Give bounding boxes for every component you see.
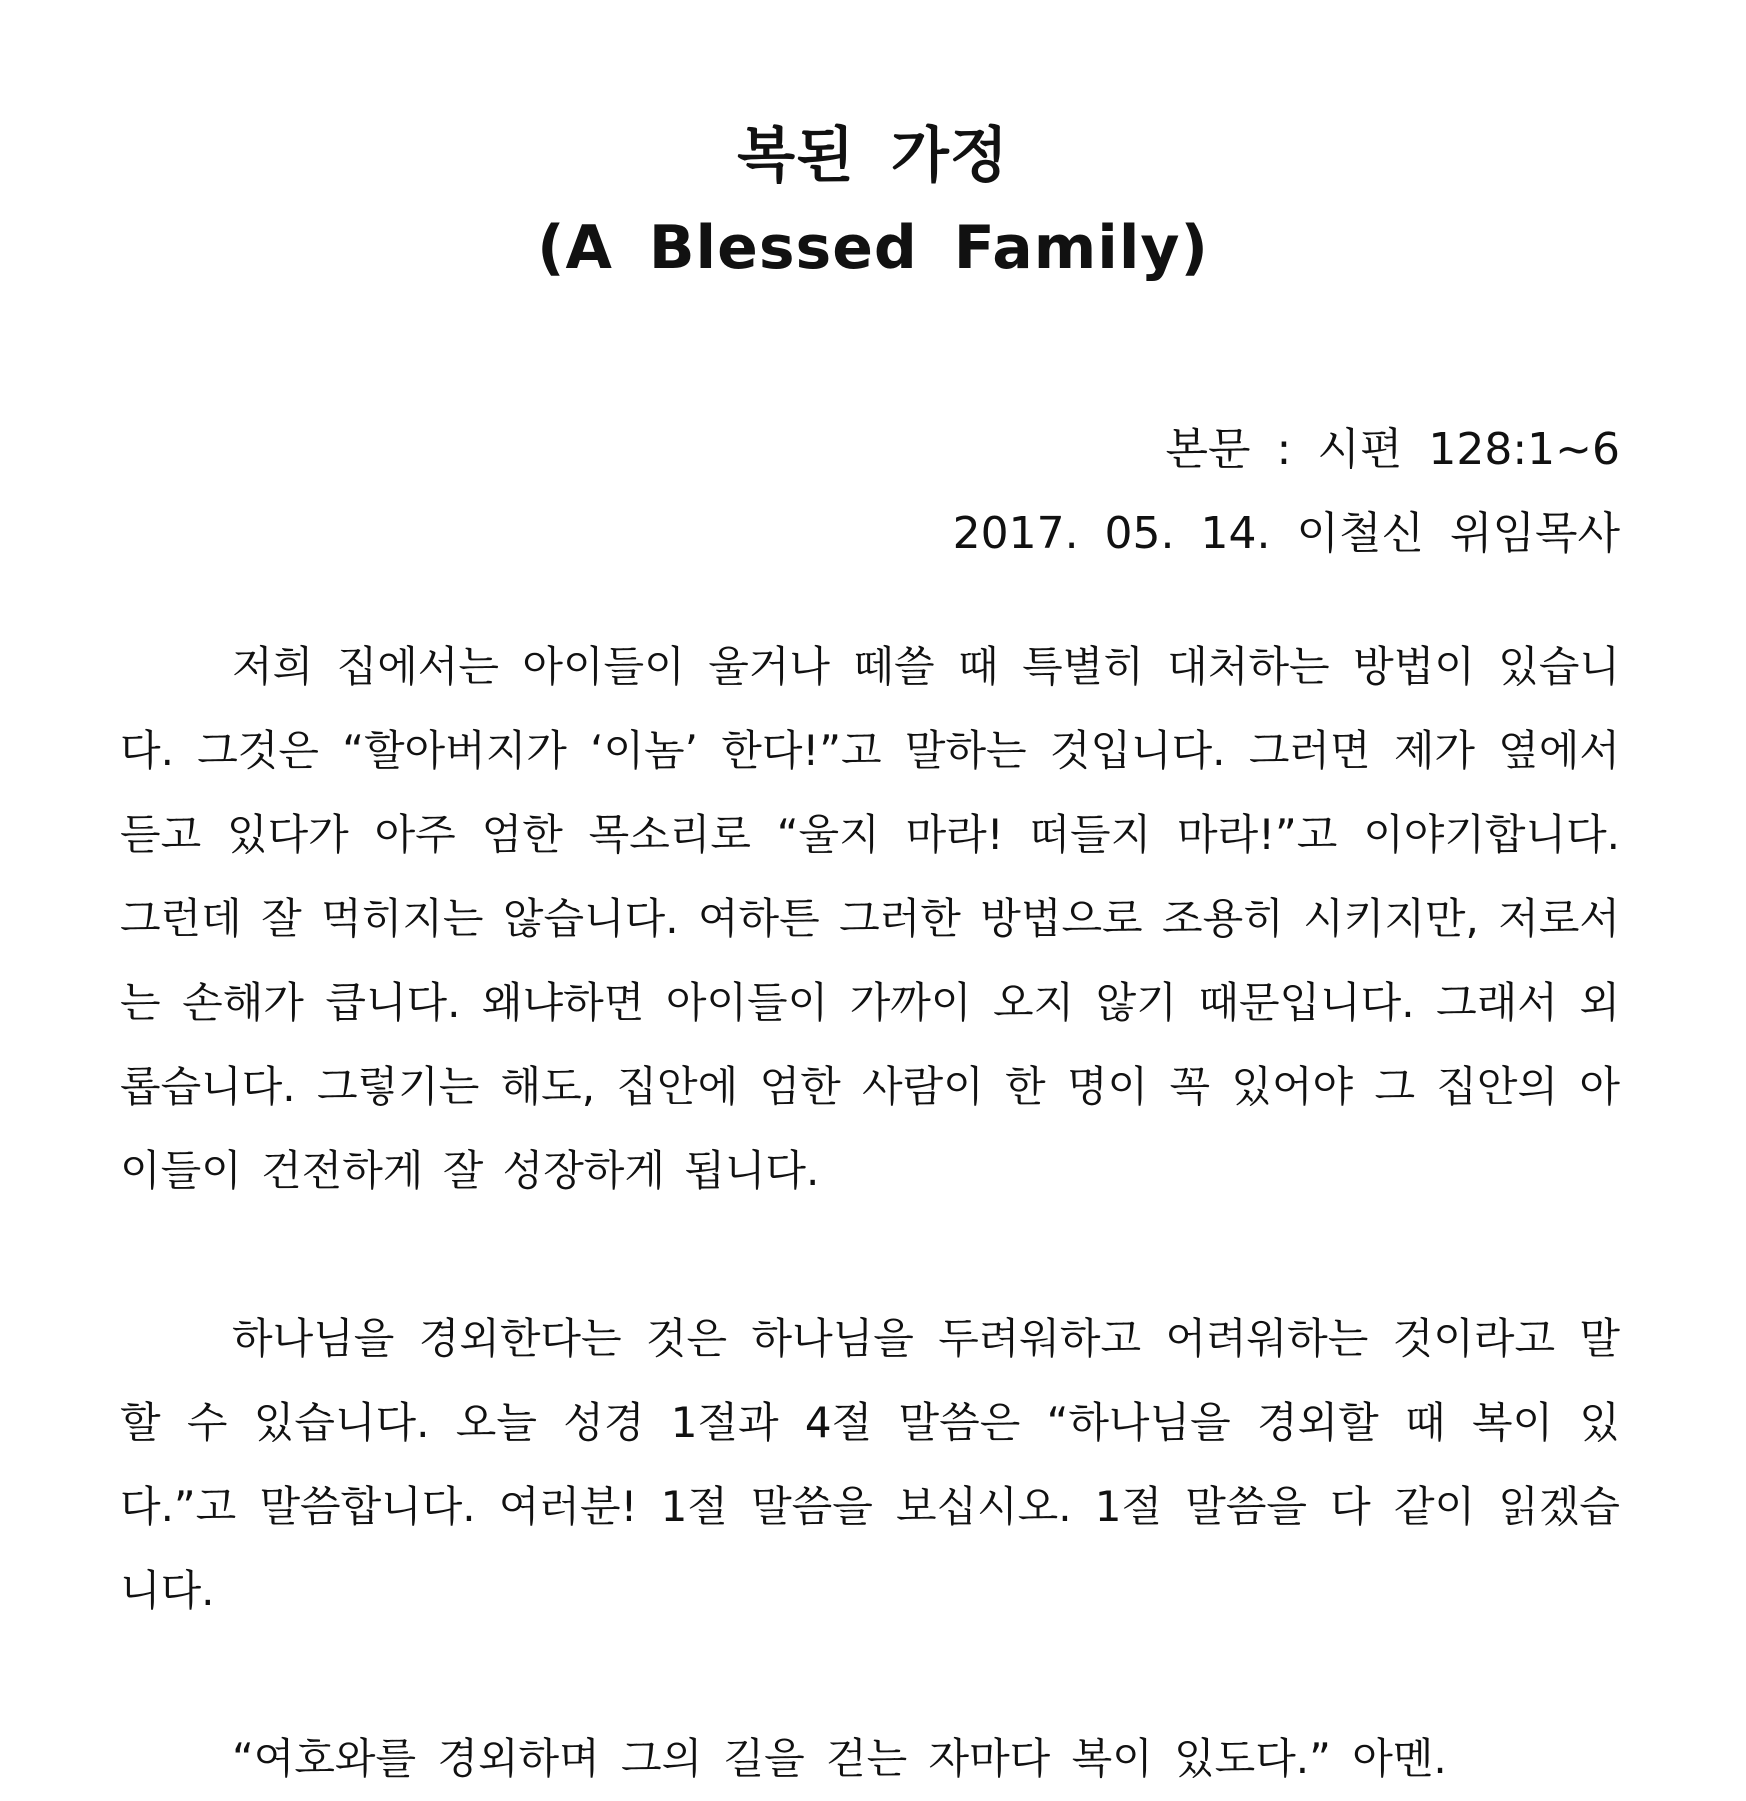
title-english: (A Blessed Family)	[537, 213, 1209, 283]
sermon-meta	[120, 408, 1620, 576]
title-block	[0, 110, 1746, 294]
paragraph-1: 저희 집에서는 아이들이 울거나 떼쓸 때 특별히 대처하는 방법이 있습니다. 그것은 “할아버지가 ‘이놈’ 한다!”고 말하는 것입니다. 그러면 제가 옆에서 듣고 있다가 아주 엄한 목소리로 “울지 마라! 떠들지 마라!”고 이야기합니다. 그런데 잘 먹히지는 않습니다. 여하튼 그러한 방법으로 조용히 시키지만, 저로서는 손해가 큽니다. 왜냐하면 아이들이 가까이 오지 않기 때문입니다. 그래서 외롭습니다. 그렇기는 해도, 집안에 엄한 사람이 한 명이 꼭 있어야 그 집안의 아이들이 건전하게 잘 성장하게 됩니다.	[120, 642, 1620, 1195]
date-author: 2017. 05. 14. 이철신 위임목사	[952, 508, 1620, 559]
scripture-quote: “여호와를 경외하며 그의 길을 걷는 자마다 복이 있도다.” 아멘.	[232, 1734, 1447, 1783]
paragraph-2: 하나님을 경외한다는 것은 하나님을 두려워하고 어려워하는 것이라고 말할 수 있습니다. 오늘 성경 1절과 4절 말씀은 “하나님을 경외할 때 복이 있다.”고 말씀합니다. 여러분! 1절 말씀을 보십시오. 1절 말씀을 다 같이 읽겠습니다.	[120, 1314, 1620, 1615]
scripture-reference: 본문 : 시편 128:1~6	[1165, 424, 1620, 475]
sermon-body	[120, 625, 1620, 1801]
title-korean: 복된 가정	[737, 121, 1009, 191]
